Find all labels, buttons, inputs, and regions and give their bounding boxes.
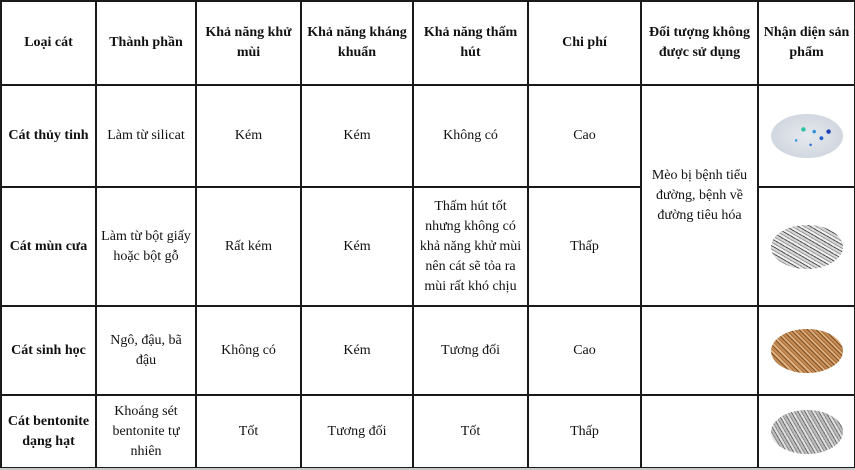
- header-deodorize: Khả năng khử mùi: [196, 1, 301, 85]
- cell-type: Cát bentonite dạng hạt: [1, 395, 96, 468]
- cell-absorbency: Không có: [413, 85, 528, 187]
- cell-not-for: Mèo bị bệnh tiểu đường, bệnh về đường tiêu hóa: [641, 85, 758, 306]
- cell-absorbency: Thấm hút tốt nhưng không có khả năng khử mùi nên cát sẽ tỏa ra mùi rất khó chịu: [413, 187, 528, 306]
- cell-absorbency: Tốt: [413, 395, 528, 468]
- header-not-for: Đối tượng không được sử dụng: [641, 1, 758, 85]
- bio-cat-litter-image: [771, 329, 843, 373]
- header-row: [1, 1, 855, 85]
- cell-image: [758, 395, 855, 468]
- table-row: [1, 306, 855, 395]
- cell-composition: Làm từ silicat: [96, 85, 196, 187]
- cell-type: Cát thủy tinh: [1, 85, 96, 187]
- cell-deodorize: Tốt: [196, 395, 301, 468]
- cell-composition: Làm từ bột giấy hoặc bột gỗ: [96, 187, 196, 306]
- cell-cost: Cao: [528, 306, 641, 395]
- bentonite-cat-litter-image: [771, 410, 843, 454]
- cell-antibacterial: Tương đối: [301, 395, 413, 468]
- cell-type: Cát sinh học: [1, 306, 96, 395]
- header-cost: Chi phí: [528, 1, 641, 85]
- cell-type: Cát mùn cưa: [1, 187, 96, 306]
- cell-composition: Khoáng sét bentonite tự nhiên: [96, 395, 196, 468]
- cell-cost: Thấp: [528, 395, 641, 468]
- cell-image: [758, 306, 855, 395]
- sawdust-cat-litter-image: [771, 225, 843, 269]
- cell-cost: Thấp: [528, 187, 641, 306]
- table-row: [1, 85, 855, 187]
- header-product-image: Nhận diện sản phẩm: [758, 1, 855, 85]
- cell-antibacterial: Kém: [301, 306, 413, 395]
- cell-not-for-empty: [641, 395, 758, 468]
- cell-deodorize: Không có: [196, 306, 301, 395]
- cell-image: [758, 187, 855, 306]
- cell-composition: Ngô, đậu, bã đậu: [96, 306, 196, 395]
- cell-absorbency: Tương đối: [413, 306, 528, 395]
- silica-cat-litter-image: [771, 114, 843, 158]
- cell-cost: Cao: [528, 85, 641, 187]
- cell-image: [758, 85, 855, 187]
- cell-deodorize: Rất kém: [196, 187, 301, 306]
- cell-deodorize: Kém: [196, 85, 301, 187]
- header-composition: Thành phần: [96, 1, 196, 85]
- table-row: [1, 395, 855, 468]
- header-absorbency: Khả năng thấm hút: [413, 1, 528, 85]
- cell-antibacterial: Kém: [301, 187, 413, 306]
- cell-antibacterial: Kém: [301, 85, 413, 187]
- header-type: Loại cát: [1, 1, 96, 85]
- cell-not-for-empty: [641, 306, 758, 395]
- header-antibacterial: Khả năng kháng khuẩn: [301, 1, 413, 85]
